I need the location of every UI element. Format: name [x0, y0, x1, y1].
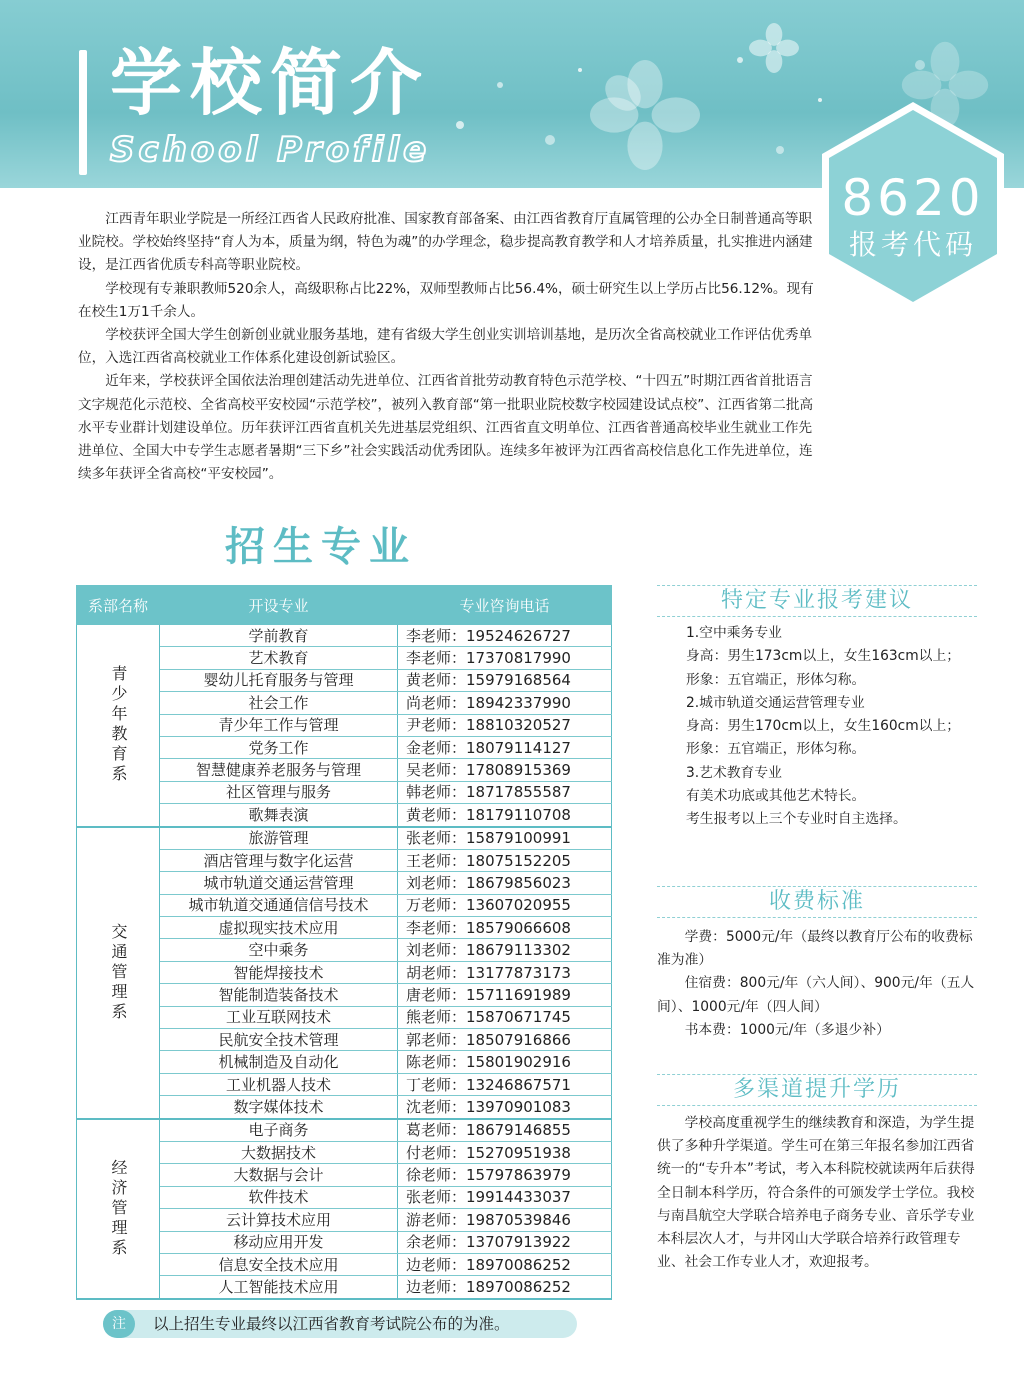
admission-note	[103, 1310, 577, 1338]
major-name: 电子商务	[160, 1119, 398, 1142]
page-title: 学校简介	[110, 40, 431, 125]
major-name: 歌舞表演	[160, 804, 398, 827]
title-accent-bar	[79, 50, 87, 175]
intro-paragraph: 学校现有专兼职教师520余人，高级职称占比22%，双师型教师占比56.4%，硕士研究生以上学历占比56.12%。现有在校生1万1千余人。	[78, 280, 814, 320]
consult-phone: 徐老师：15797863979	[398, 1164, 612, 1186]
consult-phone: 余老师：13707913922	[398, 1231, 612, 1253]
consult-phone: 付老师：15270951938	[398, 1141, 612, 1163]
consult-phone: 尹老师：18810320527	[398, 714, 612, 736]
major-name: 民航安全技术管理	[160, 1029, 398, 1051]
majors-table	[76, 585, 612, 1300]
major-name: 城市轨道交通运营管理	[160, 872, 398, 894]
major-name: 空中乘务	[160, 939, 398, 961]
major-name: 虚拟现实技术应用	[160, 917, 398, 939]
department-name: 青少年教育系	[77, 625, 160, 827]
consult-phone: 金老师：18079114127	[398, 736, 612, 758]
fee-line: 书本费：1000元/年（多退少补）	[684, 1021, 890, 1038]
consult-phone: 胡老师：13177873173	[398, 961, 612, 983]
consult-phone: 游老师：19870539846	[398, 1209, 612, 1231]
consult-phone: 尚老师：18942337990	[398, 692, 612, 714]
major-name: 旅游管理	[160, 827, 398, 850]
consult-phone: 李老师：18579066608	[398, 917, 612, 939]
major-name: 大数据技术	[160, 1141, 398, 1163]
advice-line: 形象：五官端正，形体匀称。	[686, 741, 866, 758]
major-name: 工业机器人技术	[160, 1073, 398, 1095]
intro-paragraph: 江西青年职业学院是一所经江西省人民政府批准、国家教育部备案、由江西省教育厅直属管理的公办全日制普通高等职业院校。学校始终坚持“育人为本，质量为纲，特色为魂”的办学理念，稳步提高教育教学和人才培养质量，扎实推进内涵建设，是江西省优质专科高等职业院校。	[78, 211, 813, 274]
table-row	[77, 827, 612, 850]
major-name: 信息安全技术应用	[160, 1253, 398, 1275]
department-name: 经济管理系	[77, 1119, 160, 1299]
consult-phone: 唐老师：15711691989	[398, 984, 612, 1006]
consult-phone: 万老师：13607020955	[398, 894, 612, 916]
consult-phone: 黄老师：18179110708	[398, 804, 612, 827]
consult-phone: 葛老师：18679146855	[398, 1119, 612, 1142]
consult-phone: 王老师：18075152205	[398, 849, 612, 871]
major-name: 云计算技术应用	[160, 1209, 398, 1231]
major-name: 大数据与会计	[160, 1164, 398, 1186]
consult-phone: 张老师：19914433037	[398, 1186, 612, 1208]
consult-phone: 陈老师：15801902916	[398, 1051, 612, 1073]
upgrade-paragraph: 学校高度重视学生的继续教育和深造，为学生提供了多种升学渠道。学生可在第三年报名参加江西省统一的“专升本”考试，考入本科院校就读两年后获得全日制本科学历，符合条件的可颁发学士学位。我校与南昌航空大学联合培养电子商务专业、音乐学专业本科层次人才，与井冈山大学联合培养行政管理专业、社会工作专业人才，欢迎报考。	[657, 1115, 975, 1271]
advice-line: 形象：五官端正，形体匀称。	[686, 671, 866, 688]
exam-code-label: 报考代码	[848, 228, 977, 261]
advice-text	[686, 622, 976, 832]
intro-paragraph: 近年来，学校获评全国依法治理创建活动先进单位、江西省首批劳动教育特色示范学校、“十四五”时期江西省首批语言文字规范化示范校、全省高校平安校园“示范学校”，被列入教育部“第一批职业院校数字校园建设试点校”、江西省第二批高水平专业群计划建设单位。历年获评江西省直机关先进基层党组织、江西省直文明单位、江西省普通高校毕业生就业工作先进单位、全国大中专学生志愿者暑期“三下乡”社会实践活动优秀团队。连续多年被评为江西省高校信息化工作先进单位，连续多年获评全省高校“平安校园”。	[78, 373, 814, 483]
fee-line: 住宿费：800元/年（六人间）、900元/年（五人间）、1000元/年（四人间）	[657, 975, 975, 1015]
column-header: 系部名称	[77, 586, 160, 625]
note-text: 以上招生专业最终以江西省教育考试院公布的为准。	[153, 1315, 510, 1333]
fees-heading: 收费标准	[657, 886, 977, 918]
advice-line: 身高：男生170cm以上，女生160cm以上；	[686, 718, 961, 735]
major-name: 智能焊接技术	[160, 961, 398, 983]
consult-phone: 郭老师：18507916866	[398, 1029, 612, 1051]
consult-phone: 黄老师：15979168564	[398, 669, 612, 691]
consult-phone: 沈老师：13970901083	[398, 1096, 612, 1119]
table-row	[77, 625, 612, 647]
consult-phone: 熊老师：15870671745	[398, 1006, 612, 1028]
page-subtitle: School Profile	[110, 130, 431, 170]
advice-heading: 特定专业报考建议	[657, 585, 977, 617]
consult-phone: 吴老师：17808915369	[398, 759, 612, 781]
majors-section-title: 招生专业	[225, 523, 417, 570]
advice-line: 考生报考以上三个专业时自主选择。	[686, 811, 907, 828]
upgrade-heading: 多渠道提升学历	[657, 1074, 977, 1106]
fees-text	[657, 926, 979, 1042]
upgrade-text	[657, 1112, 979, 1274]
column-header: 专业咨询电话	[398, 586, 612, 625]
major-name: 人工智能技术应用	[160, 1276, 398, 1299]
consult-phone: 刘老师：18679856023	[398, 872, 612, 894]
major-name: 数字媒体技术	[160, 1096, 398, 1119]
advice-line: 3.艺术教育专业	[686, 764, 782, 781]
advice-line: 2.城市轨道交通运营管理专业	[686, 694, 865, 711]
major-name: 婴幼儿托育服务与管理	[160, 669, 398, 691]
table-row	[77, 1119, 612, 1142]
major-name: 艺术教育	[160, 647, 398, 669]
consult-phone: 丁老师：13246867571	[398, 1073, 612, 1095]
consult-phone: 李老师：19524626727	[398, 625, 612, 647]
consult-phone: 李老师：17370817990	[398, 647, 612, 669]
major-name: 城市轨道交通通信信号技术	[160, 894, 398, 916]
major-name: 学前教育	[160, 625, 398, 647]
major-name: 软件技术	[160, 1186, 398, 1208]
major-name: 机械制造及自动化	[160, 1051, 398, 1073]
advice-line: 有美术功底或其他艺术特长。	[686, 788, 866, 805]
advice-line: 1.空中乘务专业	[686, 625, 782, 641]
consult-phone: 刘老师：18679113302	[398, 939, 612, 961]
table-header-row	[77, 586, 612, 625]
exam-code-number: 8620	[841, 169, 985, 227]
column-header: 开设专业	[160, 586, 398, 625]
major-name: 党务工作	[160, 736, 398, 758]
major-name: 智能制造装备技术	[160, 984, 398, 1006]
consult-phone: 边老师：18970086252	[398, 1253, 612, 1275]
major-name: 工业互联网技术	[160, 1006, 398, 1028]
major-name: 智慧健康养老服务与管理	[160, 759, 398, 781]
major-name: 移动应用开发	[160, 1231, 398, 1253]
note-badge: 注	[103, 1310, 135, 1338]
consult-phone: 张老师：15879100991	[398, 827, 612, 850]
major-name: 青少年工作与管理	[160, 714, 398, 736]
fee-line: 学费：5000元/年（最终以教育厅公布的收费标准为准）	[657, 929, 973, 969]
department-name: 交通管理系	[77, 827, 160, 1119]
school-intro	[78, 208, 824, 486]
consult-phone: 边老师：18970086252	[398, 1276, 612, 1299]
major-name: 社区管理与服务	[160, 781, 398, 803]
advice-line: 身高：男生173cm以上，女生163cm以上；	[686, 648, 961, 665]
exam-code-badge	[818, 98, 1008, 314]
intro-paragraph: 学校获评全国大学生创新创业就业服务基地，建有省级大学生创业实训培训基地，是历次全省高校就业工作评估优秀单位，入选江西省高校就业工作体系化建设创新试验区。	[78, 327, 813, 367]
consult-phone: 韩老师：18717855587	[398, 781, 612, 803]
major-name: 酒店管理与数字化运营	[160, 849, 398, 871]
major-name: 社会工作	[160, 692, 398, 714]
